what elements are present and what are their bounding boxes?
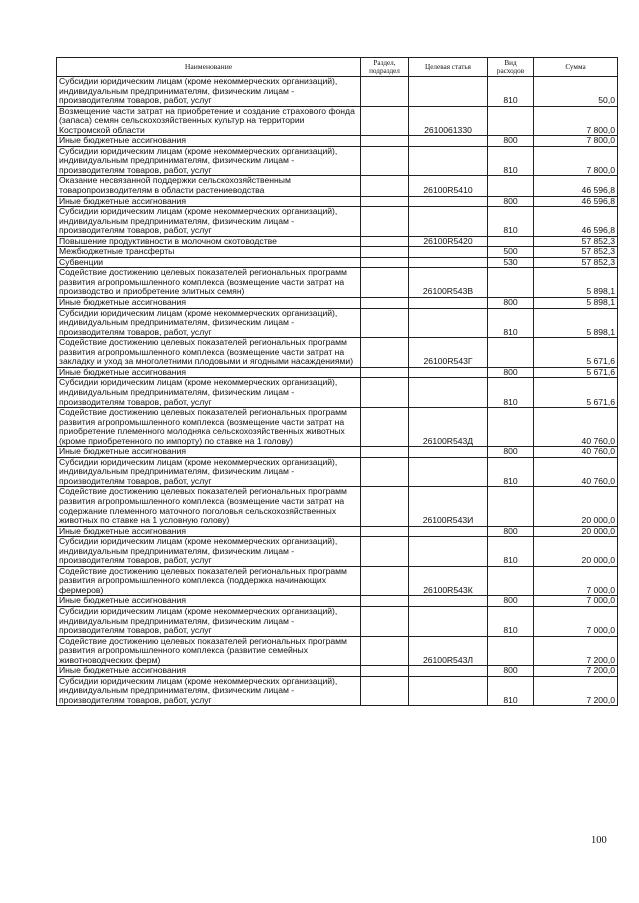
cell-name: Содействие достижению целевых показателей региональных программ развития агропромышленного комплекса (возмещение части затрат на приобретение племенного молодняка сельскохозяйственных животных (кроме приобретенного по импорту) по ставке на 1 голову) bbox=[57, 408, 361, 447]
cell-section bbox=[361, 676, 409, 706]
cell-sum: 7 000,0 bbox=[534, 606, 618, 636]
cell-section bbox=[361, 338, 409, 368]
table-row bbox=[57, 236, 618, 247]
page-number: 100 bbox=[591, 835, 607, 846]
table-row bbox=[57, 457, 618, 487]
cell-sum: 57 852,3 bbox=[534, 236, 618, 247]
cell-expense-type: 810 bbox=[488, 537, 534, 567]
cell-section bbox=[361, 636, 409, 666]
cell-article bbox=[409, 298, 488, 309]
cell-name: Субсидии юридическим лицам (кроме некоммерческих организаций), индивидуальным предпринимателям, физическим лицам - производителям товаров, работ, услуг bbox=[57, 308, 361, 338]
cell-name: Межбюджетные трансферты bbox=[57, 247, 361, 258]
cell-name: Иные бюджетные ассигнования bbox=[57, 596, 361, 607]
cell-sum: 7 200,0 bbox=[534, 666, 618, 677]
cell-expense-type: 500 bbox=[488, 247, 534, 258]
table-row bbox=[57, 77, 618, 107]
cell-section bbox=[361, 106, 409, 136]
cell-sum: 57 852,3 bbox=[534, 247, 618, 258]
table-row bbox=[57, 308, 618, 338]
table-row bbox=[57, 566, 618, 596]
cell-sum: 5 898,1 bbox=[534, 308, 618, 338]
cell-sum: 5 671,6 bbox=[534, 367, 618, 378]
cell-expense-type: 810 bbox=[488, 606, 534, 636]
table-row bbox=[57, 537, 618, 567]
cell-article bbox=[409, 257, 488, 268]
cell-sum: 5 671,6 bbox=[534, 338, 618, 368]
cell-expense-type: 810 bbox=[488, 207, 534, 237]
table-row bbox=[57, 196, 618, 207]
cell-sum: 50,0 bbox=[534, 77, 618, 107]
table-header bbox=[57, 58, 618, 77]
cell-article bbox=[409, 447, 488, 458]
cell-sum: 7 000,0 bbox=[534, 566, 618, 596]
cell-sum: 20 000,0 bbox=[534, 526, 618, 537]
table-row bbox=[57, 526, 618, 537]
cell-expense-type bbox=[488, 236, 534, 247]
cell-section bbox=[361, 247, 409, 258]
header-expense-type: Вид расходов bbox=[488, 58, 534, 77]
table-row bbox=[57, 606, 618, 636]
cell-name: Иные бюджетные ассигнования bbox=[57, 526, 361, 537]
cell-name: Субсидии юридическим лицам (кроме некоммерческих организаций), индивидуальным предпринимателям, физическим лицам - производителям товаров, работ, услуг bbox=[57, 207, 361, 237]
cell-name: Иные бюджетные ассигнования bbox=[57, 367, 361, 378]
cell-expense-type: 800 bbox=[488, 596, 534, 607]
cell-article: 2610061330 bbox=[409, 106, 488, 136]
cell-sum: 20 000,0 bbox=[534, 487, 618, 526]
cell-section bbox=[361, 298, 409, 309]
cell-article bbox=[409, 378, 488, 408]
cell-article bbox=[409, 676, 488, 706]
cell-expense-type: 800 bbox=[488, 196, 534, 207]
cell-article bbox=[409, 196, 488, 207]
cell-sum: 46 596,8 bbox=[534, 196, 618, 207]
cell-article: 26100R543В bbox=[409, 268, 488, 298]
cell-sum: 7 800,0 bbox=[534, 106, 618, 136]
table-row bbox=[57, 298, 618, 309]
table-row bbox=[57, 257, 618, 268]
table-row bbox=[57, 666, 618, 677]
header-name: Наименование bbox=[57, 58, 361, 77]
cell-name: Субсидии юридическим лицам (кроме некоммерческих организаций), индивидуальным предпринимателям, физическим лицам - производителям товаров, работ, услуг bbox=[57, 676, 361, 706]
cell-article bbox=[409, 666, 488, 677]
cell-sum: 46 596,8 bbox=[534, 207, 618, 237]
table-row bbox=[57, 408, 618, 447]
cell-expense-type: 800 bbox=[488, 526, 534, 537]
cell-sum: 46 596,8 bbox=[534, 176, 618, 196]
cell-expense-type bbox=[488, 408, 534, 447]
cell-section bbox=[361, 666, 409, 677]
cell-article bbox=[409, 367, 488, 378]
cell-name: Субсидии юридическим лицам (кроме некоммерческих организаций), индивидуальным предпринимателям, физическим лицам - производителям товаров, работ, услуг bbox=[57, 537, 361, 567]
cell-section bbox=[361, 196, 409, 207]
cell-expense-type: 800 bbox=[488, 447, 534, 458]
table-row bbox=[57, 596, 618, 607]
cell-sum: 7 800,0 bbox=[534, 146, 618, 176]
table-row bbox=[57, 247, 618, 258]
cell-name: Содействие достижению целевых показателей региональных программ развития агропромышленного комплекса (возмещение части затрат на содержание племенного маточного поголовья сельскохозяйственных животных по ставке на 1 условную голову) bbox=[57, 487, 361, 526]
cell-name: Иные бюджетные ассигнования bbox=[57, 298, 361, 309]
cell-article bbox=[409, 207, 488, 237]
cell-article: 26100R5420 bbox=[409, 236, 488, 247]
cell-expense-type: 810 bbox=[488, 146, 534, 176]
cell-section bbox=[361, 487, 409, 526]
cell-expense-type: 800 bbox=[488, 136, 534, 147]
table-row bbox=[57, 367, 618, 378]
cell-name: Иные бюджетные ассигнования bbox=[57, 196, 361, 207]
cell-article bbox=[409, 146, 488, 176]
cell-article: 26100R543И bbox=[409, 487, 488, 526]
header-article: Целевая статья bbox=[409, 58, 488, 77]
cell-name: Иные бюджетные ассигнования bbox=[57, 136, 361, 147]
cell-expense-type bbox=[488, 338, 534, 368]
cell-name: Содействие достижению целевых показателей региональных программ развития агропромышленного комплекса (поддержка начинающих фермеров) bbox=[57, 566, 361, 596]
cell-name: Содействие достижению целевых показателей региональных программ развития агропромышленного комплекса (возмещение части затрат на производство и приобретение элитных семян) bbox=[57, 268, 361, 298]
cell-section bbox=[361, 566, 409, 596]
cell-article: 26100R543Л bbox=[409, 636, 488, 666]
cell-section bbox=[361, 308, 409, 338]
cell-name: Субсидии юридическим лицам (кроме некоммерческих организаций), индивидуальным предпринимателям, физическим лицам - производителям товаров, работ, услуг bbox=[57, 457, 361, 487]
cell-name: Субсидии юридическим лицам (кроме некоммерческих организаций), индивидуальным предпринимателям, физическим лицам - производителям товаров, работ, услуг bbox=[57, 606, 361, 636]
cell-expense-type: 810 bbox=[488, 308, 534, 338]
cell-name: Возмещение части затрат на приобретение и создание страхового фонда (запаса) семян сельскохозяйственных культур на территории Костромской области bbox=[57, 106, 361, 136]
table-row bbox=[57, 207, 618, 237]
cell-section bbox=[361, 378, 409, 408]
cell-sum: 20 000,0 bbox=[534, 537, 618, 567]
cell-expense-type bbox=[488, 268, 534, 298]
cell-article bbox=[409, 596, 488, 607]
cell-article: 26100R543Д bbox=[409, 408, 488, 447]
cell-section bbox=[361, 268, 409, 298]
cell-section bbox=[361, 447, 409, 458]
cell-sum: 7 800,0 bbox=[534, 136, 618, 147]
table-row bbox=[57, 487, 618, 526]
table-row bbox=[57, 106, 618, 136]
cell-section bbox=[361, 207, 409, 237]
cell-article bbox=[409, 308, 488, 338]
cell-section bbox=[361, 408, 409, 447]
header-row bbox=[57, 58, 618, 77]
cell-name: Иные бюджетные ассигнования bbox=[57, 447, 361, 458]
cell-name: Повышение продуктивности в молочном скотоводстве bbox=[57, 236, 361, 247]
cell-expense-type bbox=[488, 566, 534, 596]
header-sum: Сумма bbox=[534, 58, 618, 77]
table-row bbox=[57, 636, 618, 666]
cell-section bbox=[361, 606, 409, 636]
cell-sum: 5 898,1 bbox=[534, 298, 618, 309]
cell-article: 26100R5410 bbox=[409, 176, 488, 196]
cell-expense-type: 810 bbox=[488, 378, 534, 408]
cell-expense-type bbox=[488, 106, 534, 136]
table-row bbox=[57, 146, 618, 176]
cell-name: Субвенции bbox=[57, 257, 361, 268]
cell-article bbox=[409, 606, 488, 636]
table-row bbox=[57, 378, 618, 408]
cell-expense-type bbox=[488, 636, 534, 666]
table-row bbox=[57, 136, 618, 147]
table-row bbox=[57, 676, 618, 706]
table-row bbox=[57, 338, 618, 368]
cell-sum: 7 200,0 bbox=[534, 636, 618, 666]
cell-expense-type bbox=[488, 176, 534, 196]
cell-expense-type: 810 bbox=[488, 457, 534, 487]
cell-sum: 7 000,0 bbox=[534, 596, 618, 607]
cell-section bbox=[361, 136, 409, 147]
cell-article bbox=[409, 526, 488, 537]
cell-article: 26100R543Г bbox=[409, 338, 488, 368]
cell-expense-type: 800 bbox=[488, 298, 534, 309]
table-row bbox=[57, 176, 618, 196]
cell-expense-type: 810 bbox=[488, 77, 534, 107]
cell-expense-type: 530 bbox=[488, 257, 534, 268]
cell-sum: 40 760,0 bbox=[534, 408, 618, 447]
table-row bbox=[57, 447, 618, 458]
cell-article bbox=[409, 136, 488, 147]
cell-expense-type: 800 bbox=[488, 666, 534, 677]
cell-name: Содействие достижению целевых показателей региональных программ развития агропромышленного комплекса (возмещение части затрат на закладку и уход за многолетними плодовыми и ягодными насаждениями) bbox=[57, 338, 361, 368]
cell-section bbox=[361, 457, 409, 487]
cell-article bbox=[409, 247, 488, 258]
cell-article bbox=[409, 77, 488, 107]
cell-name: Субсидии юридическим лицам (кроме некоммерческих организаций), индивидуальным предпринимателям, физическим лицам - производителям товаров, работ, услуг bbox=[57, 146, 361, 176]
cell-sum: 5 671,6 bbox=[534, 378, 618, 408]
table-body bbox=[57, 77, 618, 706]
cell-article bbox=[409, 537, 488, 567]
cell-section bbox=[361, 257, 409, 268]
cell-name: Субсидии юридическим лицам (кроме некоммерческих организаций), индивидуальным предпринимателям, физическим лицам - производителям товаров, работ, услуг bbox=[57, 378, 361, 408]
cell-section bbox=[361, 176, 409, 196]
cell-name: Иные бюджетные ассигнования bbox=[57, 666, 361, 677]
cell-sum: 40 760,0 bbox=[534, 457, 618, 487]
table-row bbox=[57, 268, 618, 298]
cell-sum: 57 852,3 bbox=[534, 257, 618, 268]
cell-section bbox=[361, 367, 409, 378]
cell-section bbox=[361, 526, 409, 537]
header-section: Раздел, подраздел bbox=[361, 58, 409, 77]
cell-section bbox=[361, 77, 409, 107]
cell-sum: 5 898,1 bbox=[534, 268, 618, 298]
cell-section bbox=[361, 596, 409, 607]
cell-expense-type: 810 bbox=[488, 676, 534, 706]
cell-name: Субсидии юридическим лицам (кроме некоммерческих организаций), индивидуальным предпринимателям, физическим лицам - производителям товаров, работ, услуг bbox=[57, 77, 361, 107]
cell-expense-type bbox=[488, 487, 534, 526]
cell-name: Оказание несвязанной поддержки сельскохозяйственным товаропроизводителям в области растениеводства bbox=[57, 176, 361, 196]
cell-section bbox=[361, 236, 409, 247]
cell-sum: 7 200,0 bbox=[534, 676, 618, 706]
cell-article: 26100R543К bbox=[409, 566, 488, 596]
cell-sum: 40 760,0 bbox=[534, 447, 618, 458]
budget-table bbox=[56, 57, 618, 706]
cell-article bbox=[409, 457, 488, 487]
cell-section bbox=[361, 146, 409, 176]
cell-name: Содействие достижению целевых показателей региональных программ развития агропромышленного комплекса (развитие семейных животноводческих ферм) bbox=[57, 636, 361, 666]
cell-expense-type: 800 bbox=[488, 367, 534, 378]
cell-section bbox=[361, 537, 409, 567]
